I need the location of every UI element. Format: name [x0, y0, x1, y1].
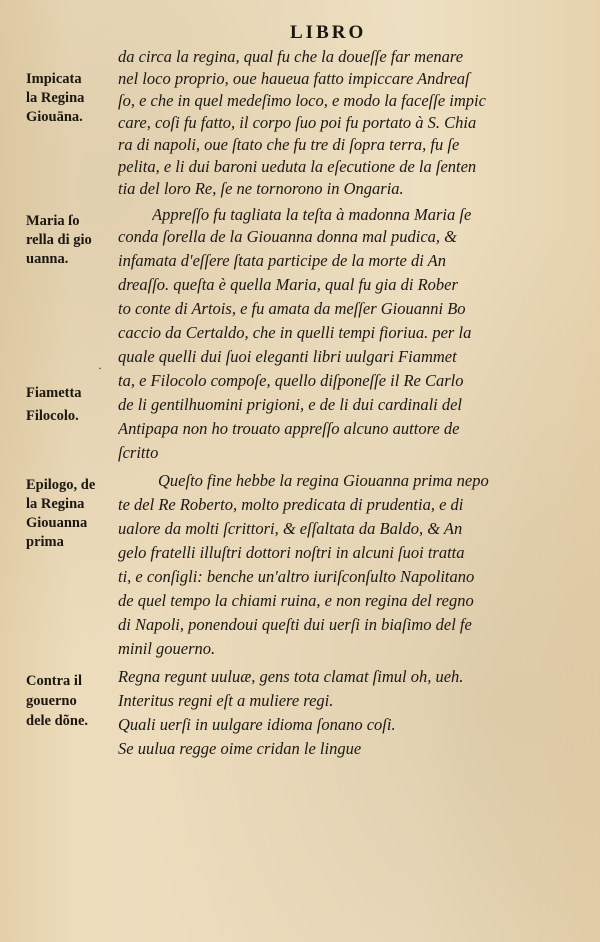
side-note-line: rella di gio [26, 232, 92, 248]
margin-mark: · [98, 361, 102, 375]
text-line: de li gentilhuomini prigioni, e de li dui cardinali del [118, 395, 463, 414]
side-note-line: la Regina [26, 90, 85, 106]
text-line: Appreſſo fu tagliata la teſta à madonna Maria ſe [152, 205, 472, 224]
text-line: Quali uerſi in uulgare idioma ſonano coſi. [118, 715, 396, 734]
text-line: quale quelli dui ſuoi eleganti libri uulgari Fiammet [118, 347, 457, 366]
text-line: pelita, e li dui baroni ueduta la eſecutione de la ſenten [118, 157, 477, 176]
side-note-line: uanna. [26, 251, 69, 267]
side-note-line: Maria ſo [26, 213, 80, 229]
text-line: Queſto fine hebbe la regina Giouanna prima nepo [158, 471, 489, 490]
text-line: dreaſſo. queſta è quella Maria, qual fu gia di Rober [118, 275, 458, 294]
text-line: infamata d'eſſere ſtata participe de la morte di An [118, 251, 446, 270]
text-line: ta, e Filocolo compoſe, quello diſponeſſe il Re Carlo [118, 371, 464, 390]
text-line: Interitus regni eſt a muliere regi. [118, 691, 334, 710]
text-line: tia del loro Re, ſe ne tornorono in Ongaria. [118, 179, 404, 198]
text-line: care, coſi fu fatto, il corpo ſuo poi fu portato à S. Chia [118, 113, 477, 132]
side-note-line: Giouāna. [26, 109, 83, 125]
side-note-line: Giouanna [26, 515, 88, 531]
text-line: de quel tempo la chiami ruina, e non regina del regno [118, 591, 474, 610]
side-note-line: Impicata [26, 71, 82, 87]
text-line: ſo, e che in quel medeſimo loco, e modo la faceſſe impic [118, 91, 486, 110]
side-note-line: Contra il [26, 673, 82, 689]
running-header: LIBRO [290, 22, 367, 43]
side-note-line: Fiametta [26, 385, 82, 401]
text-line: Antipapa non ho trouato appreſſo alcuno auttore de [118, 419, 460, 438]
text-line: Se uulua regge oime cridan le lingue [118, 739, 362, 758]
side-note-line: la Regina [26, 496, 85, 512]
side-note-line: Filocolo. [26, 408, 79, 424]
text-line: minil gouerno. [118, 639, 216, 658]
text-line: ſcritto [118, 443, 159, 462]
text-line: to conte di Artois, e fu amata da meſſer Giouanni Bo [118, 299, 466, 318]
side-note-line: Epilogo, de [26, 477, 96, 493]
text-line: ra di napoli, oue ſtato che fu tre di ſopra terra, fu ſe [118, 135, 460, 154]
text-line: te del Re Roberto, molto predicata di prudentia, e di [118, 495, 464, 514]
text-line: Regna regunt uuluæ, gens tota clamat ſimul oh, ueh. [118, 667, 464, 686]
text-line: ti, e conſigli: benche un'altro iuriſconſulto Napolitano [118, 567, 475, 586]
text-line: di Napoli, ponendoui queſti dui uerſi in biaſimo del fe [118, 615, 472, 634]
text-line: da circa la regina, qual fu che la doueſſe far menare [118, 47, 464, 66]
text-line: gelo fratelli illuſtri dottori noſtri in alcuni ſuoi tratta [118, 543, 465, 562]
text-line: caccio da Certaldo, che in quelli tempi fioriua. per la [118, 323, 472, 342]
side-note-line: prima [26, 534, 64, 550]
side-note-line: gouerno [26, 693, 77, 709]
text-line: nel loco proprio, oue haueua fatto impiccare Andreaſ [118, 69, 470, 88]
text-line: conda ſorella de la Giouanna donna mal pudica, & [118, 227, 457, 246]
text-line: ualore da molti ſcrittori, & eſſaltata da Baldo, & An [118, 519, 463, 538]
side-note-line: dele dõne. [26, 713, 89, 729]
